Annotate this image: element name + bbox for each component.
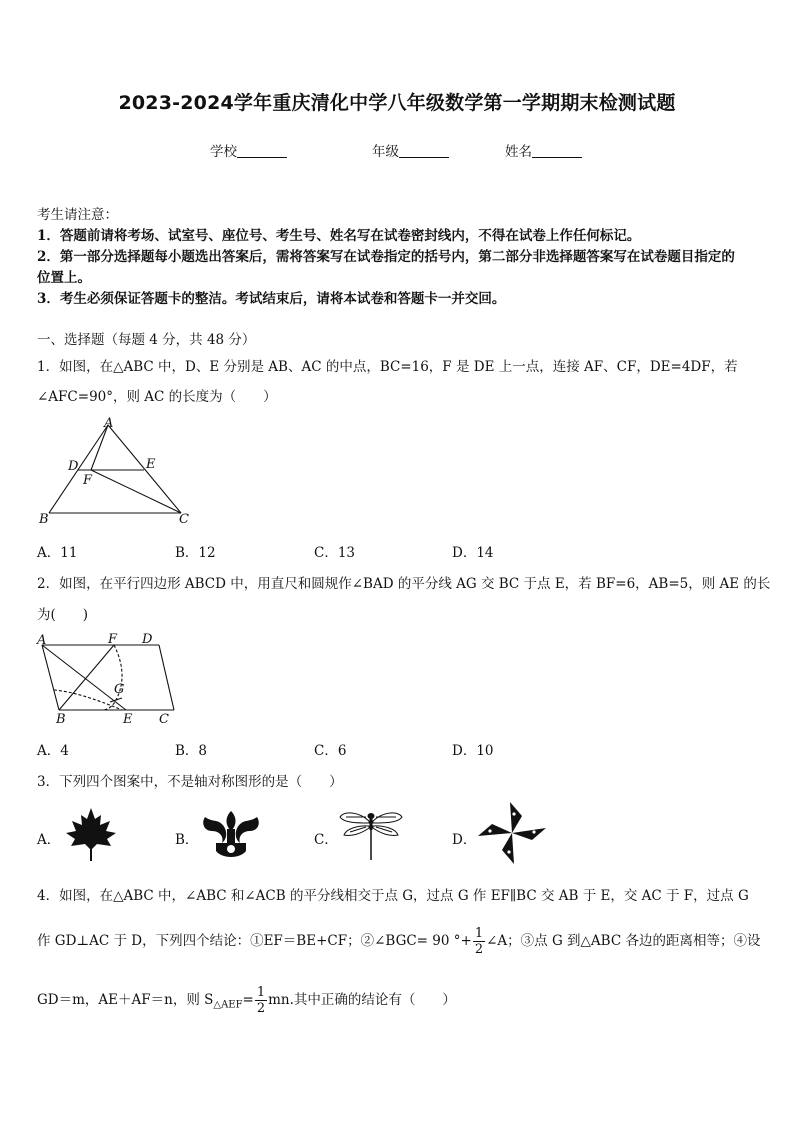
- name-blank: [532, 145, 582, 158]
- q4-text-line2: [37, 921, 760, 961]
- school-label: 学校: [210, 144, 237, 160]
- grade-blank: [399, 145, 449, 158]
- q2-label-a: A: [37, 633, 47, 648]
- dragonfly-icon: [336, 807, 406, 863]
- q1-label-b: B: [39, 512, 49, 527]
- notice-item-2: 2．第一部分选择题每小题选出答案后，需将答案写在试卷指定的括号内，第二部分非选择题答案写在试卷题目指定的: [37, 249, 735, 265]
- q1-option-c: C．13: [314, 545, 356, 561]
- q1-label-a: A: [104, 416, 114, 431]
- q4-frac-num: 1: [474, 926, 484, 941]
- maple-leaf-icon: [62, 805, 120, 863]
- q4-frac2-den: 2: [256, 1001, 266, 1016]
- notice-item-1: 1．答题前请将考场、试室号、座位号、考生号、姓名写在试卷密封线内，不得在试卷上作任何标记。: [37, 228, 641, 244]
- q4-line3-part1: GD＝m，AE＋AF＝n，则 S: [37, 992, 214, 1008]
- q1-label-f: F: [83, 473, 93, 488]
- q1-text-line1: 1．如图，在△ABC 中，D、E 分别是 AB、AC 的中点，BC=16，F 是 DE 上一点，连接 AF、CF，DE=4DF，若: [37, 359, 738, 375]
- q3-option-d: D．: [452, 832, 477, 848]
- q2-label-g: G: [114, 682, 125, 697]
- pinwheel-icon: [476, 800, 548, 866]
- q2-option-a: A．4: [37, 743, 69, 759]
- school-blank: [237, 145, 287, 158]
- q1-option-a: A．11: [37, 545, 78, 561]
- q1-triangle-figure: [36, 415, 196, 530]
- q2-parallelogram-figure: [34, 630, 184, 728]
- q4-line3-eq: =: [242, 992, 254, 1008]
- q1-option-d: D．14: [452, 545, 494, 561]
- q4-fraction-half: [473, 926, 485, 957]
- q2-option-b: B．8: [175, 743, 208, 759]
- q2-text-line2: 为( ): [37, 607, 89, 623]
- q4-line3-subscript: △AEF: [213, 999, 243, 1011]
- q2-option-c: C．6: [314, 743, 347, 759]
- grade-field: [372, 140, 449, 160]
- section-heading: 一、选择题（每题 4 分，共 48 分）: [37, 332, 256, 348]
- q1-label-c: C: [179, 512, 189, 527]
- name-field: [505, 140, 582, 160]
- q2-option-d: D．10: [452, 743, 494, 759]
- q2-label-c: C: [159, 712, 169, 727]
- grade-label: 年级: [372, 144, 399, 160]
- q4-text-line1: 4．如图，在△ABC 中，∠ABC 和∠ACB 的平分线相交于点 G，过点 G 作 EF∥BC 交 AB 于 E，交 AC 于 F，过点 G: [37, 888, 749, 904]
- q4-frac2-num: 1: [256, 985, 266, 1000]
- q3-option-c: C．: [314, 832, 338, 848]
- q2-text-line1: 2．如图，在平行四边形 ABCD 中，用直尺和圆规作∠BAD 的平分线 AG 交 BC 于点 E，若 BF=6，AB=5，则 AE 的长: [37, 576, 771, 592]
- q3-option-a: A．: [37, 832, 61, 848]
- q4-fraction-half-2: [255, 985, 267, 1016]
- q1-label-e: E: [146, 457, 156, 472]
- q4-line2-part2: ∠A；③点 G 到△ABC 各边的距离相等；④设: [486, 933, 761, 949]
- q1-text-line2: ∠AFC=90°，则 AC 的长度为（ ）: [37, 389, 277, 405]
- notice-item-3: 3．考生必须保证答题卡的整洁。考试结束后，请将本试卷和答题卡一并交回。: [37, 291, 506, 307]
- q4-line2-part1: 作 GD⊥AC 于 D，下列四个结论：①EF＝BE+CF；②∠BGC= 90 °+: [37, 933, 472, 949]
- school-field: [210, 140, 287, 160]
- q2-label-d: D: [142, 632, 153, 647]
- q1-label-d: D: [68, 459, 79, 474]
- exam-title: 2023-2024学年重庆清化中学八年级数学第一学期期末检测试题: [118, 92, 676, 114]
- notice-item-2-cont: 位置上。: [37, 270, 91, 286]
- q1-option-b: B．12: [175, 545, 216, 561]
- notice-heading: 考生请注意：: [37, 207, 118, 223]
- q4-line3-part2: mn.其中正确的结论有（ ）: [268, 992, 456, 1008]
- q3-text: 3．下列四个图案中，不是轴对称图形的是（ ）: [37, 774, 343, 790]
- q2-label-b: B: [56, 712, 66, 727]
- name-label: 姓名: [505, 144, 532, 160]
- q2-label-f: F: [108, 632, 118, 647]
- q3-option-b: B．: [175, 832, 199, 848]
- q4-frac-den: 2: [474, 942, 484, 957]
- q2-label-e: E: [123, 712, 133, 727]
- flower-ornament-icon: [200, 807, 262, 863]
- q4-text-line3: [37, 980, 456, 1020]
